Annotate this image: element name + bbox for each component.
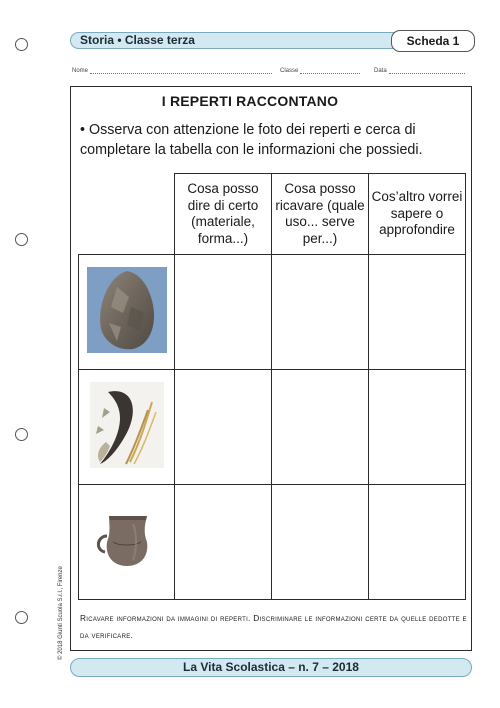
artifact-image-cell [79,255,175,370]
header-subject: Storia • Classe terza [80,33,195,47]
binder-hole [15,611,28,624]
date-label: Data [374,68,387,74]
instruction-text: • Osserva con attenzione le foto dei reperti e cerca di completare la tabella con le informazioni che possiedi. [80,122,423,158]
name-field[interactable] [72,67,272,74]
clay-vase-image [89,510,165,570]
answer-cell[interactable] [175,485,272,600]
footer-publication: La Vita Scolastica – n. 7 – 2018 [70,658,472,677]
column-header: Cosa posso ricavare (quale uso... serve per...) [272,174,369,255]
artifact-image-cell [79,370,175,485]
class-label: Classe [280,68,299,74]
date-field[interactable] [374,67,465,74]
table-header-row [79,174,466,255]
answer-cell[interactable] [175,255,272,370]
column-header: Cosa posso dire di certo (materiale, forma...) [175,174,272,255]
stone-handaxe-image [87,267,167,353]
column-header: Cos’altro vorrei sapere o approfondire [369,174,466,255]
answer-cell[interactable] [175,370,272,485]
copyright-notice: © 2018 Giunti Scuola S.r.l., Firenze [58,566,64,660]
binder-hole [15,233,28,246]
name-label: Nome [72,68,89,74]
answer-cell[interactable] [272,370,369,485]
empty-corner-cell [79,174,175,255]
sheet-number: Scheda 1 [391,30,475,52]
answer-cell[interactable] [272,255,369,370]
binder-hole [15,38,28,51]
learning-objective: Ricavare informazioni da immagini di reperti. Discriminare le informazioni certe da quelle dedotte e da verificare. [80,613,467,640]
table-row [79,255,466,370]
artifacts-table [78,173,466,600]
answer-cell[interactable] [369,255,466,370]
worksheet-title: I REPERTI RACCONTANO [161,93,339,109]
bone-sickle-image [90,382,164,468]
answer-cell[interactable] [369,485,466,600]
binder-hole [15,428,28,441]
artifact-image-cell [79,485,175,600]
answer-cell[interactable] [369,370,466,485]
answer-cell[interactable] [272,485,369,600]
name-class-date-line [72,67,470,77]
table-row [79,370,466,485]
table-row [79,485,466,600]
class-field[interactable] [280,67,360,74]
